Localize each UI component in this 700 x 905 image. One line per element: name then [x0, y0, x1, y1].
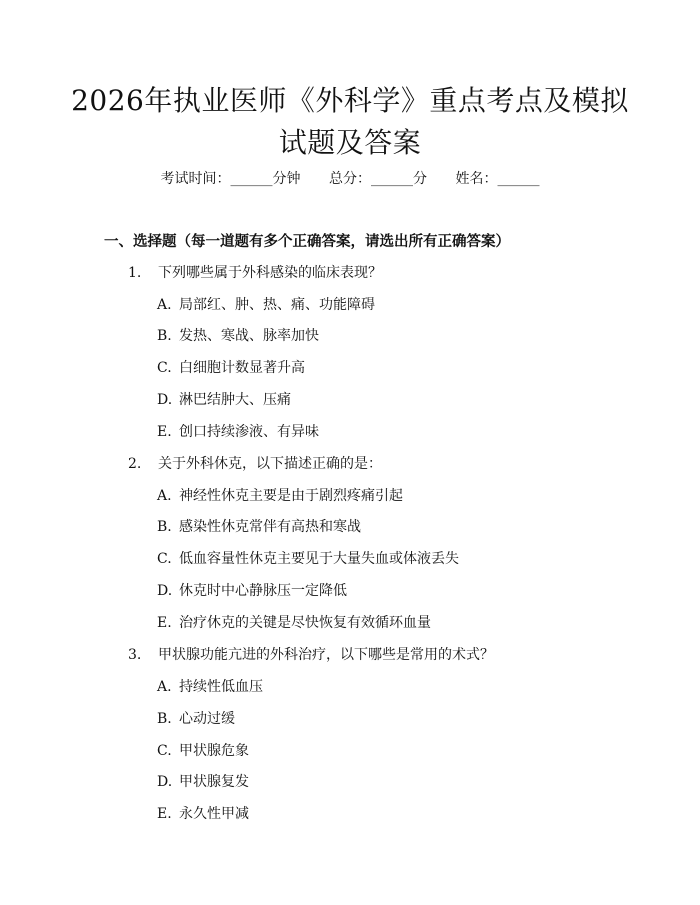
- title-line-1: 2026年执业医师《外科学》重点考点及模拟: [71, 84, 629, 117]
- option-2e: E. 治疗休克的关键是尽快恢复有效循环血量: [157, 615, 431, 631]
- option-1e: E. 创口持续渗液、有异味: [157, 424, 319, 440]
- option-2c: C. 低血容量性休克主要见于大量失血或体液丢失: [157, 551, 459, 567]
- section-heading: 一、选择题（每一道题有多个正确答案，请选出所有正确答案）: [104, 233, 510, 250]
- question-1: [128, 262, 382, 282]
- exam-name: 姓名：______: [455, 171, 540, 187]
- question-number: 3.: [128, 647, 142, 663]
- option-3c: C. 甲状腺危象: [157, 743, 249, 759]
- option-1a: A. 局部红、肿、热、痛、功能障碍: [157, 297, 375, 313]
- option-3d: D. 甲状腺复发: [157, 774, 249, 790]
- question-number: 1.: [128, 265, 142, 281]
- question-number: 2.: [128, 456, 142, 472]
- question-text: 关于外科休克，以下描述正确的是：: [158, 456, 382, 472]
- option-2d: D. 休克时中心静脉压一定降低: [157, 583, 347, 599]
- option-3e: E. 永久性甲减: [157, 806, 249, 822]
- question-text: 下列哪些属于外科感染的临床表现？: [158, 265, 382, 281]
- option-3b: B. 心动过缓: [157, 711, 235, 727]
- exam-time: 考试时间：______分钟: [160, 171, 301, 187]
- option-1d: D. 淋巴结肿大、压痛: [157, 392, 291, 408]
- exam-info: [0, 168, 700, 188]
- exam-score: 总分：______分: [329, 171, 427, 187]
- option-3a: A. 持续性低血压: [157, 679, 263, 695]
- question-text: 甲状腺功能亢进的外科治疗，以下哪些是常用的术式？: [158, 647, 494, 663]
- option-1c: C. 白细胞计数显著升高: [157, 360, 305, 376]
- option-2a: A. 神经性休克主要是由于剧烈疼痛引起: [157, 488, 403, 504]
- document-title: [60, 80, 640, 164]
- question-2: [128, 453, 382, 473]
- question-3: [128, 644, 494, 664]
- option-1b: B. 发热、寒战、脉率加快: [157, 328, 319, 344]
- title-line-2: 试题及答案: [278, 126, 422, 159]
- option-2b: B. 感染性休克常伴有高热和寒战: [157, 519, 361, 535]
